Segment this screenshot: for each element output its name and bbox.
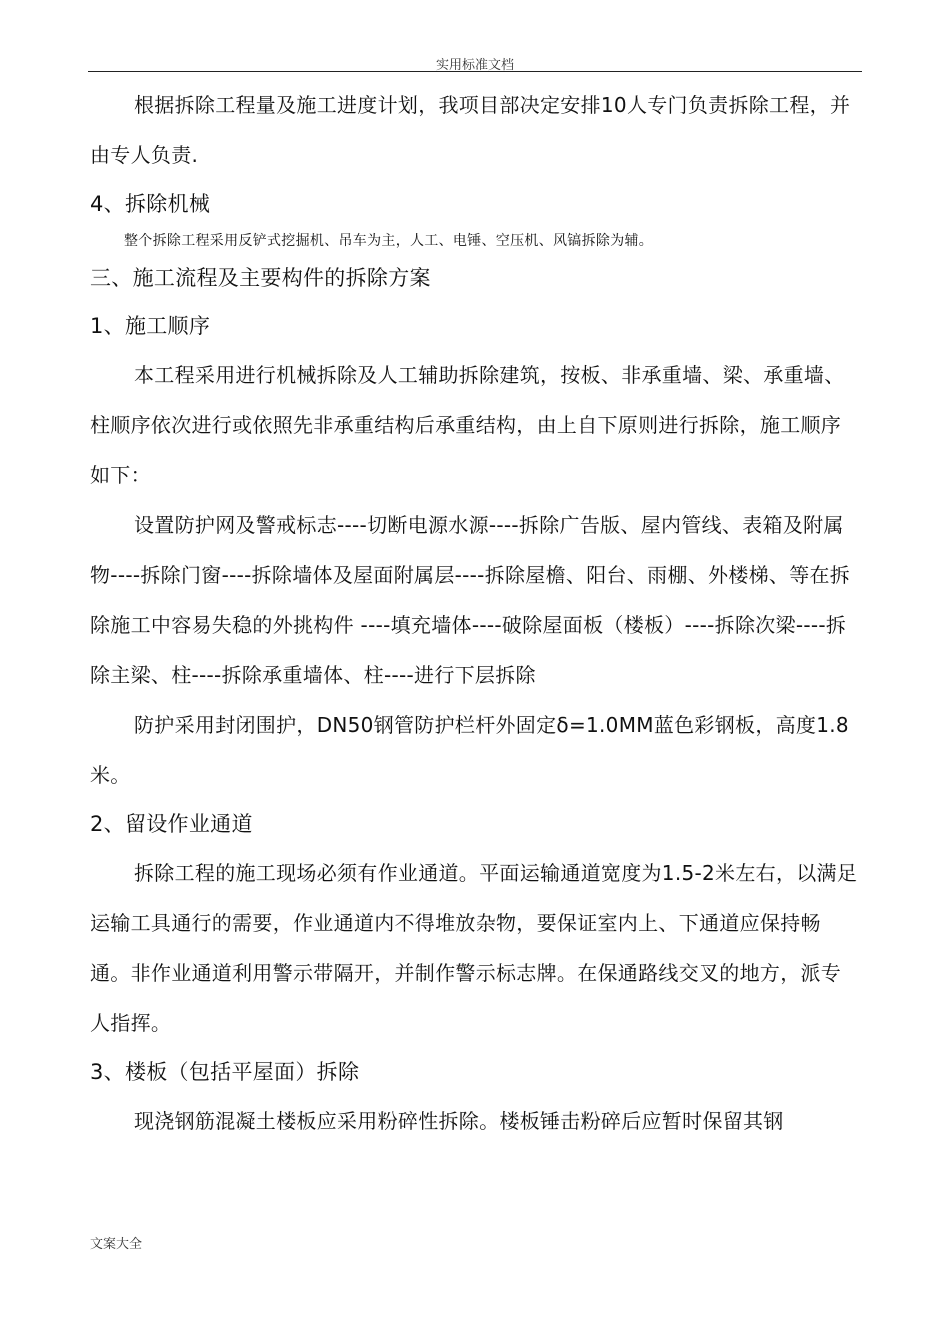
document-body [90, 80, 860, 1146]
heading-construction-order: 1、施工顺序 [90, 314, 211, 338]
page-header-title: 实用标准文档 [435, 58, 514, 73]
paragraph-machinery: 整个拆除工程采用反铲式挖掘机、吊车为主，人工、电锤、空压机、风镐拆除为辅。 [124, 233, 654, 249]
heading-floor-slab: 3、楼板（包括平屋面）拆除 [90, 1060, 360, 1084]
header-divider [88, 71, 862, 72]
paragraph-staffing: 根据拆除工程量及施工进度计划，我项目部决定安排10人专门负责拆除工程，并由专人负责. [90, 93, 851, 167]
page-footer-text: 文案大全 [90, 1237, 143, 1252]
paragraph-work-passage: 拆除工程的施工现场必须有作业通道。平面运输通道宽度为1.5-2米左右，以满足运输工具通行的需要，作业通道内不得堆放杂物，要保证室内上、下通道应保持畅通。非作业通道利用警示带隔开，并制作警示标志牌。在保通路线交叉的地方，派专人指挥。 [90, 861, 858, 1035]
paragraph-order-intro: 本工程采用进行机械拆除及人工辅助拆除建筑，按板、非承重墙、梁、承重墙、柱顺序依次进行或依照先非承重结构后承重结构，由上自下原则进行拆除，施工顺序如下： [90, 363, 845, 487]
heading-work-passage: 2、留设作业通道 [90, 812, 253, 836]
paragraph-order-sequence: 设置防护网及警戒标志----切断电源水源----拆除广告版、屋内管线、表箱及附属物----拆除门窗----拆除墙体及屋面附属层----拆除屋檐、阳台、雨棚、外楼梯、等在拆除施工中容易失稳的外挑构件 ----填充墙体----破除屋面板（楼板）----拆除次梁----拆除主梁、柱----拆除承重墙体、柱----进行下层拆除 [90, 513, 851, 687]
paragraph-floor-slab: 现浇钢筋混凝土楼板应采用粉碎性拆除。楼板锤击粉碎后应暂时保留其钢 [134, 1109, 784, 1133]
heading-demolition-machinery: 4、拆除机械 [90, 192, 211, 216]
paragraph-protection: 防护采用封闭围护，DN50钢管防护栏杆外固定δ=1.0MM蓝色彩钢板，高度1.8米。 [90, 713, 849, 787]
heading-section-three: 三、施工流程及主要构件的拆除方案 [90, 266, 431, 290]
